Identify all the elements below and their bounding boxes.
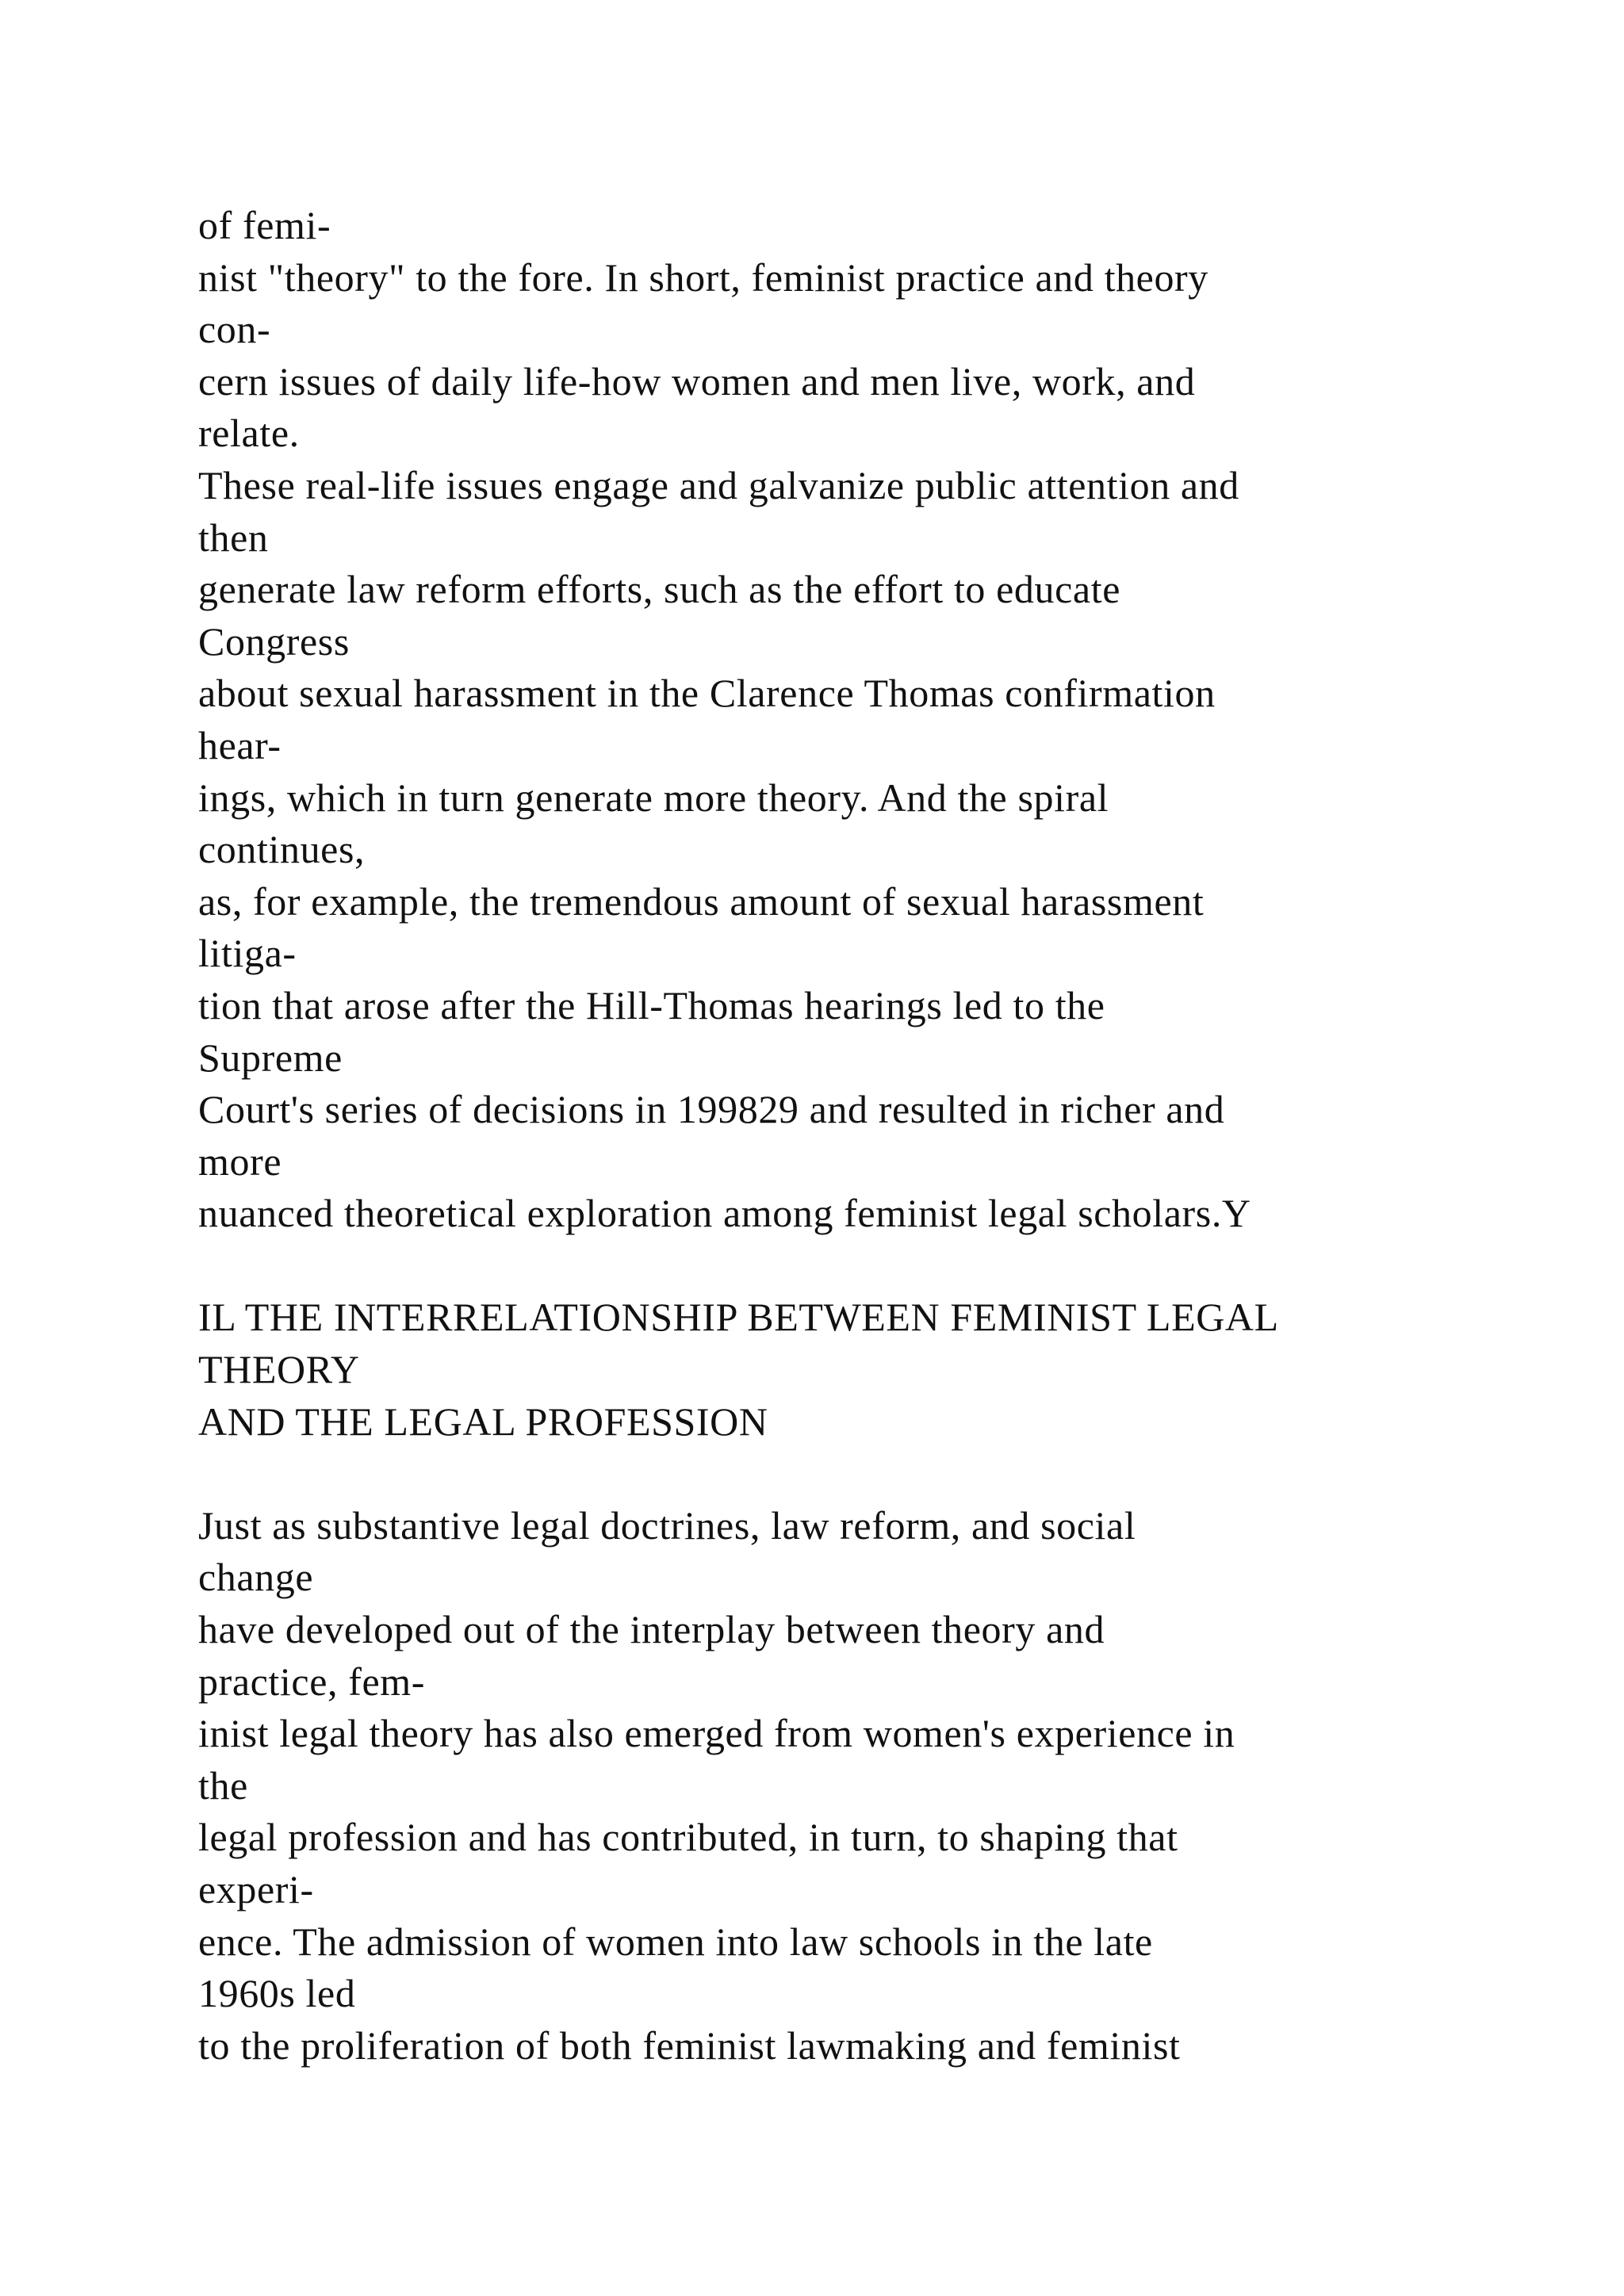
text-line: of femi- <box>198 203 331 247</box>
text-line: continues, <box>198 827 366 872</box>
text-line: relate. <box>198 411 300 456</box>
text-line: Just as substantive legal doctrines, law reform, and social <box>198 1502 1136 1548</box>
text-line: inist legal theory has also emerged from women's experience in <box>198 1711 1235 1756</box>
text-line: change <box>198 1555 314 1600</box>
text-line: generate law reform efforts, such as the effort to educate <box>198 567 1120 612</box>
text-line: con- <box>198 307 271 352</box>
paragraph-gap <box>198 1448 1546 1500</box>
text-line: These real-life issues engage and galvanize public attention and <box>198 462 1239 507</box>
text-line: the <box>198 1762 248 1808</box>
text-line: hear- <box>198 722 282 767</box>
text-line: experi- <box>198 1867 314 1911</box>
text-line: more <box>198 1138 282 1184</box>
text-line: cern issues of daily life-how women and men live, work, and <box>198 358 1196 404</box>
text-line: nuanced theoretical exploration among feminist legal scholars.Y <box>198 1191 1251 1236</box>
text-line: practice, fem- <box>198 1659 425 1704</box>
text-line: Congress <box>198 618 350 664</box>
paragraph-gap <box>198 1240 1546 1292</box>
text-line: as, for example, the tremendous amount of sexual harassment <box>198 878 1205 924</box>
text-line: ence. The admission of women into law schools in the late <box>198 1919 1153 1964</box>
text-line: then <box>198 515 269 560</box>
text-line: nist "theory" to the fore. In short, feminist practice and theory <box>198 254 1208 300</box>
text-line: tion that arose after the Hill-Thomas hearings led to the <box>198 982 1105 1027</box>
text-line: have developed out of the interplay between theory and <box>198 1607 1105 1652</box>
text-line: Supreme <box>198 1035 343 1080</box>
document-body-text <box>198 200 1546 2072</box>
section-heading-line: THEORY <box>198 1347 360 1392</box>
section-heading-line: AND THE LEGAL PROFESSION <box>198 1399 768 1444</box>
text-line: to the proliferation of both feminist lawmaking and feminist <box>198 2022 1181 2068</box>
text-line: about sexual harassment in the Clarence Thomas confirmation <box>198 671 1216 716</box>
text-line: Court's series of decisions in 199829 and resulted in richer and <box>198 1087 1225 1132</box>
text-line: 1960s led <box>198 1971 356 2016</box>
text-line: ings, which in turn generate more theory. And the spiral <box>198 775 1109 820</box>
section-heading-line: IL THE INTERRELATIONSHIP BETWEEN FEMINIST LEGAL <box>198 1295 1279 1340</box>
text-line: legal profession and has contributed, in turn, to shaping that <box>198 1815 1178 1860</box>
text-line: litiga- <box>198 931 297 976</box>
